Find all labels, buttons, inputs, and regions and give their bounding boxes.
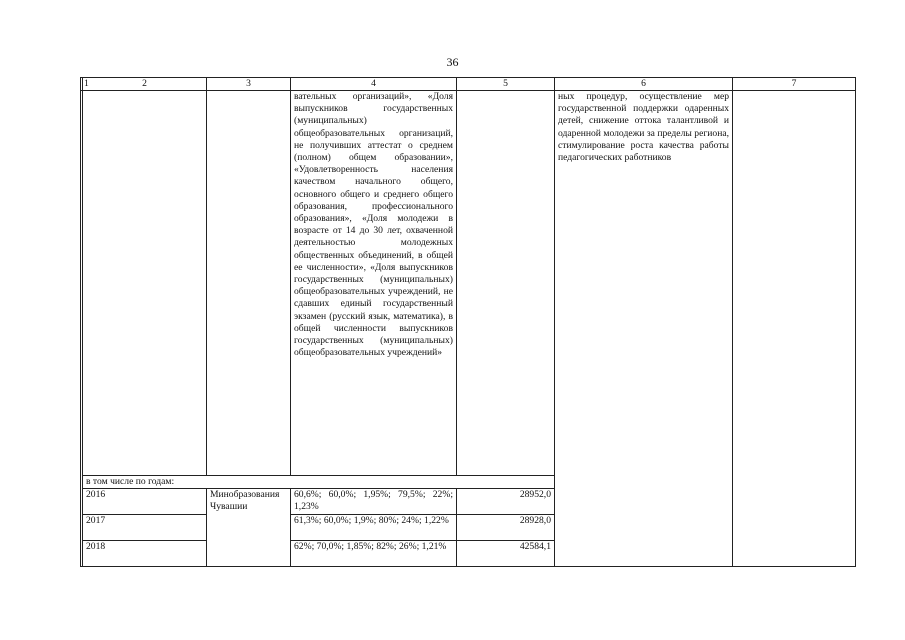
- year-cell: 2017: [83, 515, 207, 541]
- col2-cell: [83, 91, 207, 476]
- page-number: 36: [446, 55, 459, 69]
- amount-cell: 42584,1: [457, 541, 555, 567]
- column-number: 4: [291, 78, 457, 91]
- indicator-row: [81, 91, 856, 476]
- col5-cell: [457, 91, 555, 476]
- column-number-row: [81, 78, 856, 91]
- values-cell: 61,3%; 60,0%; 1,9%; 80%; 24%; 1,22%: [291, 515, 457, 541]
- year-cell: 2016: [83, 489, 207, 515]
- col7-cell: [733, 91, 856, 567]
- executor-cell: Минобразования Чувашии: [207, 489, 291, 567]
- column-number: 3: [207, 78, 291, 91]
- by-years-label: в том числе по годам:: [83, 476, 555, 489]
- amount-cell: 28928,0: [457, 515, 555, 541]
- amount-cell: 28952,0: [457, 489, 555, 515]
- document-table: [80, 77, 856, 567]
- column-number: 1: [81, 78, 83, 91]
- indicators-text: вательных организаций», «Доля выпускников государственных (муниципальных) общеобразовательных организаций, не получивших аттестат о среднем (полном) общем образовании», «Удовлетворенность населения качеством начального общего, основного общего и среднего общего образования, профессионального образования», «Доля молодежи в возрасте от 14 до 30 лет, охваченной деятельностью молодежных общественных объединений, в общей ее численности», «Доля выпускников государственных (муниципальных) общеобразовательных учреждений, не сдавших единый государственный экзамен (русский язык, математика), в общей численности выпускников государственных (муниципальных) общеобразовательных учреждений»: [291, 91, 457, 476]
- year-cell: 2018: [83, 541, 207, 567]
- values-cell: 60,6%; 60,0%; 1,95%; 79,5%; 22%; 1,23%: [291, 489, 457, 515]
- col3-cell: [207, 91, 291, 476]
- column-number: 2: [83, 78, 207, 91]
- column-number: 5: [457, 78, 555, 91]
- column-number: 6: [555, 78, 733, 91]
- values-cell: 62%; 70,0%; 1,85%; 82%; 26%; 1,21%: [291, 541, 457, 567]
- measures-text: ных процедур, осуществление мер государственной поддержки одаренных детей, снижение оттока талантливой и одаренной молодежи за пределы региона, стимулирование роста качества работы педагогических работников: [555, 91, 733, 567]
- column-number: 7: [733, 78, 856, 91]
